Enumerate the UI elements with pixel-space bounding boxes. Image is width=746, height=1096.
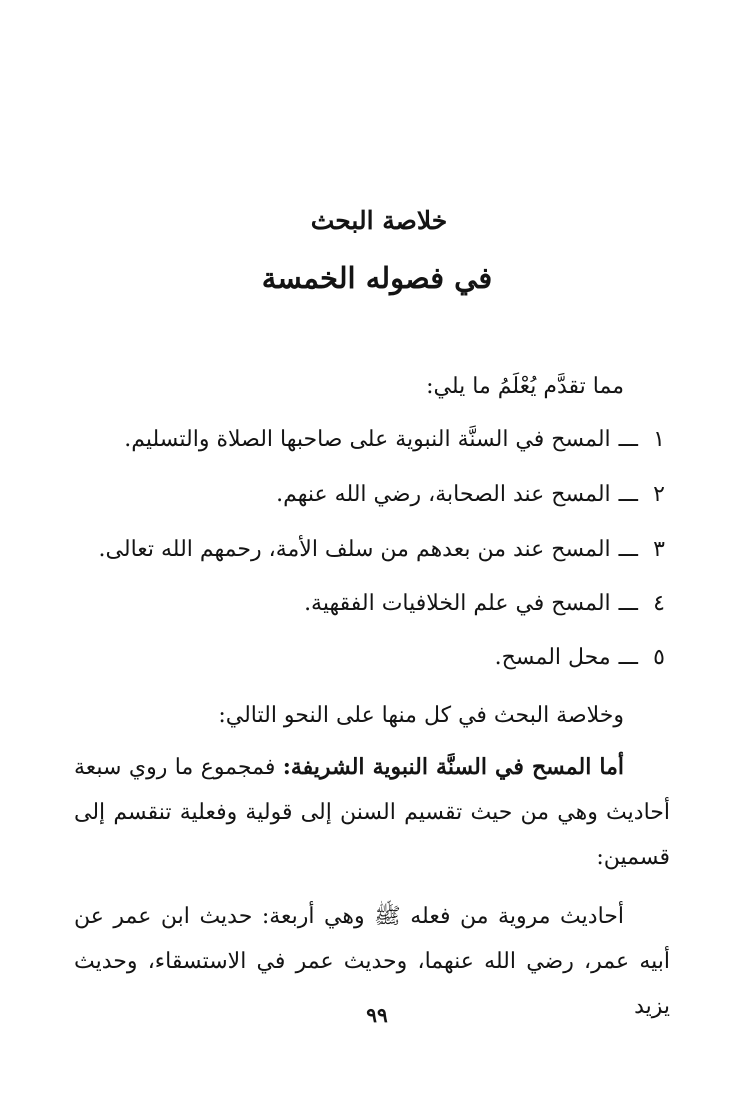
paragraph-lead: أما المسح في السنَّة النبوية الشريفة: bbox=[282, 754, 625, 780]
list-item-number: ٥ bbox=[653, 645, 665, 670]
list-item-number: ٢ bbox=[653, 482, 665, 507]
list-item-dash: ـــ bbox=[618, 537, 638, 562]
list-item-text: محل المسح. bbox=[494, 645, 611, 670]
list-item bbox=[99, 535, 670, 565]
list-item-dash: ـــ bbox=[618, 591, 638, 616]
list-item-dash: ـــ bbox=[618, 645, 638, 670]
list-item-text: المسح عند من بعدهم من سلف الأمة، رحمهم الله تعالى. bbox=[98, 537, 611, 562]
list-item-text: المسح في علم الخلافيات الفقهية. bbox=[304, 591, 611, 616]
page-subtitle: في فصوله الخمسة bbox=[261, 261, 493, 295]
page-title: خلاصة البحث bbox=[310, 206, 448, 235]
list-item-dash: ـــ bbox=[618, 427, 638, 452]
list-item-dash: ـــ bbox=[618, 482, 638, 507]
page-number: ٩٩ bbox=[366, 1003, 388, 1027]
list-item-text: المسح في السنَّة النبوية على صاحبها الصلاة والتسليم. bbox=[124, 427, 611, 452]
list-item-number: ١ bbox=[653, 427, 665, 452]
list-item bbox=[124, 425, 670, 455]
list-item-number: ٤ bbox=[653, 591, 665, 616]
summary-intro: وخلاصة البحث في كل منها على النحو التالي: bbox=[218, 703, 624, 728]
list-item-text: المسح عند الصحابة، رضي الله عنهم. bbox=[276, 482, 611, 507]
list-item bbox=[276, 480, 670, 510]
intro-text: مما تقدَّم يُعْلَمُ ما يلي: bbox=[426, 374, 624, 399]
list-item bbox=[495, 643, 670, 673]
paragraph-sunnah bbox=[74, 745, 670, 880]
paragraph-body: فمجموع ما روي سبعة أحاديث وهي من حيث تقسيم السنن إلى قولية وفعلية تنقسم إلى قسمين: bbox=[74, 755, 670, 870]
paragraph-body: أحاديث مروية من فعله ﷺ وهي أربعة: حديث ابن عمر عن أبيه عمر، رضي الله عنهما، وحديث عمر في الاستسقاء، وحديث يزيد bbox=[74, 904, 670, 1019]
list-item bbox=[304, 589, 670, 619]
list-item-number: ٣ bbox=[653, 537, 665, 562]
